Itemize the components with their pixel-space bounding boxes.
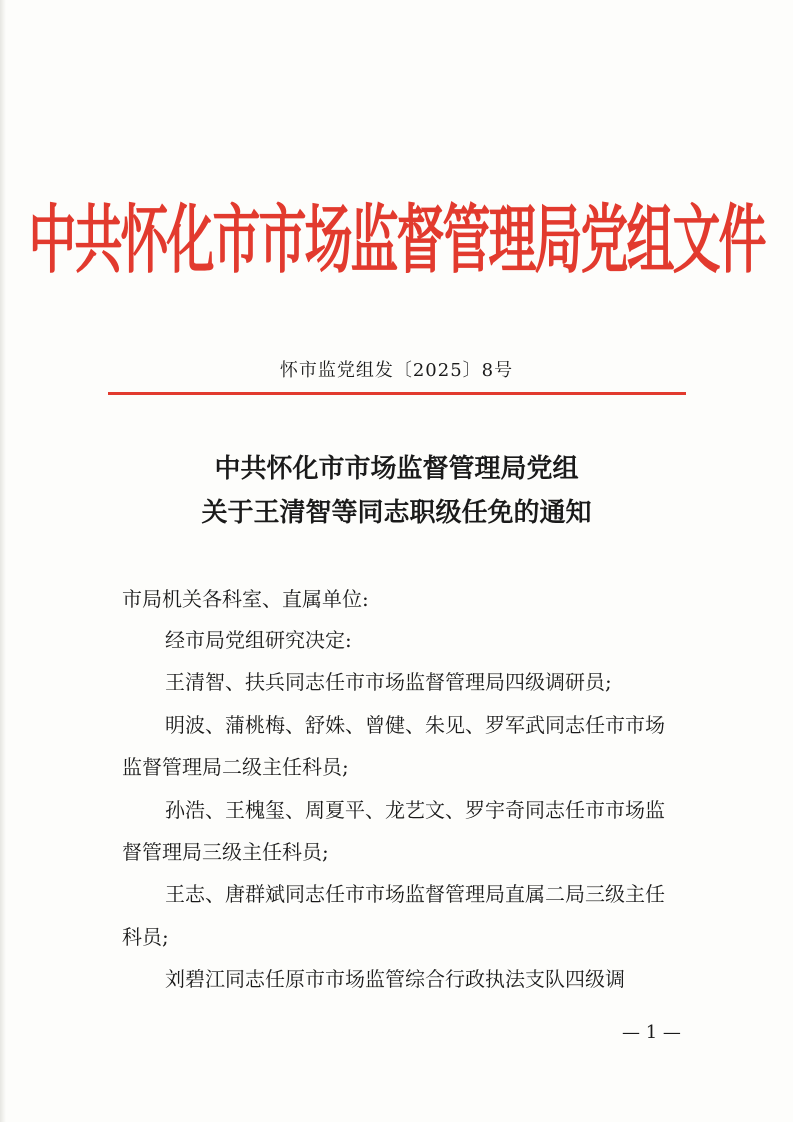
- body-paragraph-line: 科员;: [122, 925, 169, 949]
- body-paragraph-line: 王清智、扶兵同志任市市场监督管理局四级调研员;: [165, 670, 612, 694]
- body-paragraph-line: 经市局党组研究决定:: [165, 628, 352, 652]
- body-paragraph-line: 刘碧江同志任原市市场监管综合行政执法支队四级调: [165, 967, 625, 991]
- notice-title-line-1: 中共怀化市市场监督管理局党组: [214, 454, 579, 484]
- body-paragraph-line: 孙浩、王槐玺、周夏平、龙艺文、罗宇奇同志任市市场监: [165, 798, 665, 822]
- recipients-line: 市局机关各科室、直属单位:: [122, 587, 369, 611]
- body-paragraph-line: 督管理局三级主任科员;: [122, 840, 329, 864]
- notice-title-line-2: 关于王清智等同志职级任免的通知: [201, 498, 592, 528]
- page-number: — 1 —: [622, 1022, 681, 1043]
- body-paragraph-line: 监督管理局二级主任科员;: [122, 755, 349, 779]
- page-edge: [0, 0, 6, 1122]
- red-divider-line: [108, 392, 686, 395]
- document-header-title: 中共怀化市市场监督管理局党组文件: [28, 197, 765, 284]
- body-paragraph-line: 明波、蒲桃梅、舒姝、曾健、朱见、罗军武同志任市市场: [165, 713, 665, 737]
- body-paragraph-line: 王志、唐群斌同志任市市场监督管理局直属二局三级主任: [165, 882, 665, 906]
- document-number: 怀市监党组发〔2025〕8号: [279, 360, 514, 381]
